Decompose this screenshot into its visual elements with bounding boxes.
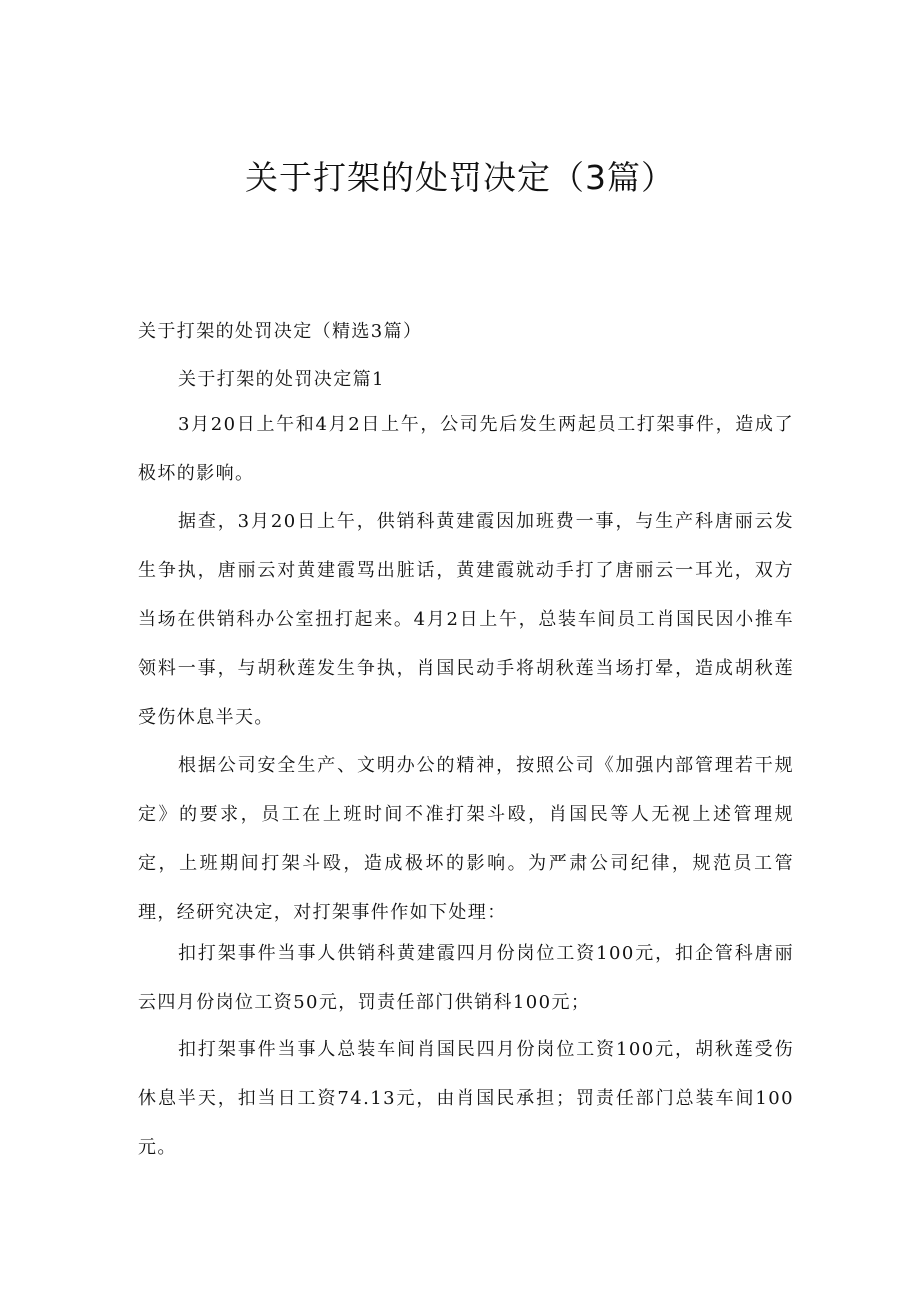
paragraph-incident-summary: 3月20日上午和4月2日上午，公司先后发生两起员工打架事件，造成了极坏的影响。 bbox=[138, 414, 794, 484]
document-subtitle: 关于打架的处罚决定（精选3篇） bbox=[138, 321, 423, 342]
paragraph-decision-basis: 根据公司安全生产、文明办公的精神，按照公司《加强内部管理若干规定》的要求，员工在上班时间不准打架斗殴，肖国民等人无视上述管理规定，上班期间打架斗殴，造成极坏的影响。为严肃公司纪律，规范员工管理，经研究决定，对打架事件作如下处理： bbox=[138, 755, 794, 923]
document-title: 关于打架的处罚决定（3篇） bbox=[245, 158, 675, 197]
paragraph-investigation: 据查，3月20日上午，供销科黄建霞因加班费一事，与生产科唐丽云发生争执，唐丽云对黄建霞骂出脏话，黄建霞就动手打了唐丽云一耳光，双方当场在供销科办公室扭打起来。4月2日上午，总装车间员工肖国民因小推车领料一事，与胡秋莲发生争执，肖国民动手将胡秋莲当场打晕，造成胡秋莲受伤休息半天。 bbox=[138, 511, 794, 728]
paragraph-penalty-two: 扣打架事件当事人总装车间肖国民四月份岗位工资100元，胡秋莲受伤休息半天，扣当日工资74.13元，由肖国民承担；罚责任部门总装车间100元。 bbox=[138, 1039, 794, 1158]
section-heading: 关于打架的处罚决定篇1 bbox=[178, 369, 385, 390]
paragraph-penalty-one: 扣打架事件当事人供销科黄建霞四月份岗位工资100元，扣企管科唐丽云四月份岗位工资50元，罚责任部门供销科100元； bbox=[138, 943, 794, 1013]
